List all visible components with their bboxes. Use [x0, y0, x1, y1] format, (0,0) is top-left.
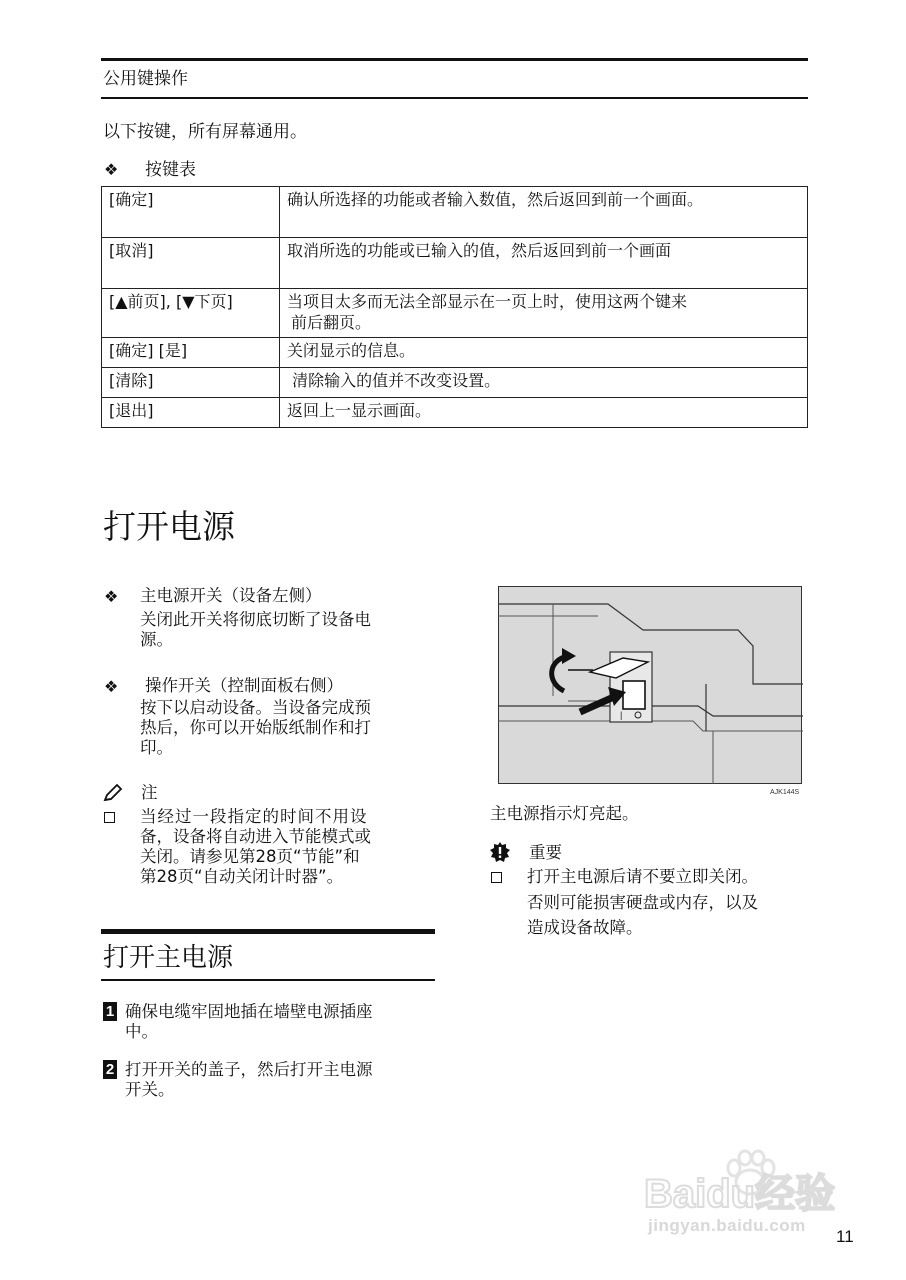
key-cell: [清除] — [102, 368, 280, 398]
table-row — [102, 289, 808, 338]
op-switch-title: 操作开关（控制面板右侧） — [145, 676, 343, 695]
page-number: 11 — [836, 1227, 854, 1246]
note-line: 当经过一段指定的时间不用设 — [140, 807, 368, 826]
main-switch-desc: 源。 — [140, 630, 173, 649]
note-label: 注 — [141, 783, 158, 802]
step-text: 确保电缆牢固地插在墙壁电源插座 — [125, 1002, 373, 1021]
op-switch-desc: 热后，你可以开始版纸制作和打 — [140, 718, 371, 737]
subsection-bottom-rule — [101, 979, 435, 981]
svg-text:|: | — [620, 710, 623, 720]
step-text: 中。 — [125, 1022, 158, 1041]
header-bottom-rule — [101, 97, 808, 99]
step-number-badge: 1 — [103, 1002, 117, 1021]
key-cell: [▲前页], [▼下页] — [102, 289, 280, 338]
step-text: 打开开关的盖子，然后打开主电源 — [125, 1060, 373, 1079]
pencil-note-icon — [102, 783, 124, 803]
intro-text: 以下按键，所有屏幕通用。 — [103, 122, 307, 142]
desc-line: 前后翻页。 — [291, 313, 372, 332]
power-on-heading: 打开电源 — [103, 507, 235, 546]
table-row — [102, 398, 808, 428]
watermark-brand: Baidu经验 — [644, 1172, 836, 1216]
note-line: 第28页“自动关闭计时器”。 — [140, 867, 344, 886]
watermark-url: jingyan.baidu.com — [648, 1216, 806, 1235]
important-line: 打开主电源后请不要立即关闭。 — [527, 867, 758, 886]
key-cell: [确定] — [102, 187, 280, 238]
key-table — [101, 186, 808, 428]
main-switch-desc: 关闭此开关将彻底切断了设备电 — [140, 610, 371, 629]
step-text: 开关。 — [125, 1080, 175, 1099]
key-table-title: 按键表 — [145, 160, 196, 180]
desc-cell: 取消所选的功能或已输入的值，然后返回到前一个画面 — [280, 238, 808, 289]
checkbox-bullet-icon — [104, 812, 115, 823]
checkbox-bullet-icon — [491, 872, 502, 883]
figure-code: AJK144S — [770, 789, 800, 796]
desc-cell: 确认所选择的功能或者输入数值，然后返回到前一个画面。 — [280, 187, 808, 238]
diamond-bullet-icon: ❖ — [104, 587, 119, 606]
op-switch-desc: 按下以启动设备。当设备完成预 — [140, 698, 371, 717]
desc-cell — [280, 289, 808, 338]
table-row — [102, 238, 808, 289]
baidu-watermark — [642, 1150, 862, 1240]
key-cell: [取消] — [102, 238, 280, 289]
figure-caption: 主电源指示灯亮起。 — [490, 804, 639, 823]
key-cell: [退出] — [102, 398, 280, 428]
step-number-badge: 2 — [103, 1060, 117, 1079]
subsection-top-rule — [101, 929, 435, 934]
important-icon — [490, 842, 510, 862]
diamond-bullet-icon: ❖ — [104, 160, 119, 179]
important-line: 造成设备故障。 — [527, 918, 643, 937]
desc-cell: 返回上一显示画面。 — [280, 398, 808, 428]
desc-line: 当项目太多而无法全部显示在一页上时，使用这两个键来 — [287, 292, 688, 311]
diamond-bullet-icon: ❖ — [104, 677, 119, 696]
desc-cell: 关闭显示的信息。 — [280, 338, 808, 368]
desc-cell: 清除输入的值并不改变设置。 — [280, 368, 808, 398]
op-switch-desc: 印。 — [140, 738, 173, 757]
main-switch-title: 主电源开关（设备左侧） — [140, 586, 322, 605]
table-row — [102, 187, 808, 238]
power-switch-illustration — [498, 586, 803, 796]
important-line: 否则可能损害硬盘或内存，以及 — [527, 893, 758, 912]
page-section-title: 公用键操作 — [103, 69, 188, 89]
header-top-rule — [101, 58, 808, 61]
note-line: 备，设备将自动进入节能模式或 — [140, 827, 371, 846]
note-line: 关闭。请参见第28页“节能”和 — [140, 847, 360, 866]
table-row — [102, 368, 808, 398]
key-cell: [确定] [是] — [102, 338, 280, 368]
important-label: 重要 — [529, 843, 562, 862]
main-power-heading: 打开主电源 — [103, 943, 234, 973]
table-row — [102, 338, 808, 368]
